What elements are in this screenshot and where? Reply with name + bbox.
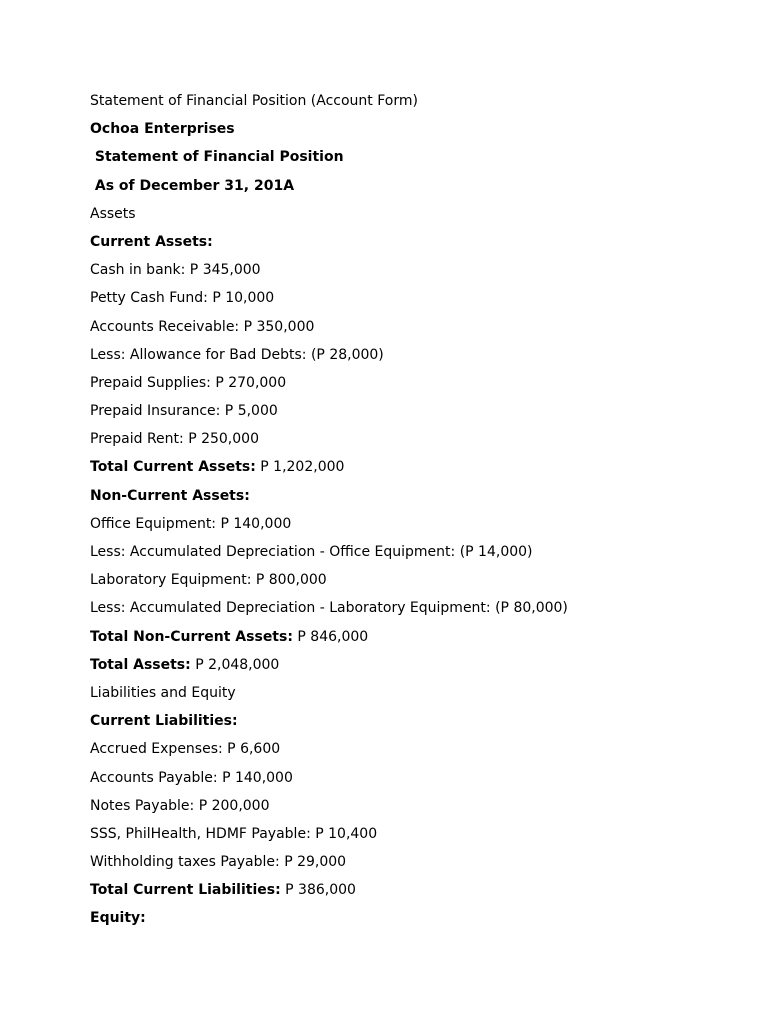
total-label: Total Current Liabilities: [90,882,281,899]
line-item: Notes Payable: P 200,000 [90,797,270,814]
statement-title: Statement of Financial Position [90,149,344,166]
total-current-assets [90,456,730,484]
statement-date: As of December 31, 201A [90,177,295,194]
total-label: Total Assets: [90,656,191,673]
liabilities-equity-header: Liabilities and Equity [90,684,236,701]
total-value: P 2,048,000 [190,656,280,673]
non-current-assets-header: Non-Current Assets: [90,487,250,504]
total-current-liabilities [90,879,730,907]
line-item: Prepaid Supplies: P 270,000 [90,374,287,391]
total-value: P 846,000 [292,628,369,645]
line-item: Prepaid Rent: P 250,000 [90,431,259,448]
current-assets-header: Current Assets: [90,233,213,250]
line-item: Less: Allowance for Bad Debts: (P 28,000) [90,346,384,363]
total-value: P 386,000 [280,882,356,899]
line-item: Petty Cash Fund: P 10,000 [90,290,275,307]
document-body [90,90,730,936]
line-item: Accrued Expenses: P 6,600 [90,741,281,758]
line-item: Office Equipment: P 140,000 [90,515,292,532]
line-item: Withholding taxes Payable: P 29,000 [90,854,347,871]
line-item: Laboratory Equipment: P 800,000 [90,572,327,589]
total-non-current-assets [90,626,730,654]
line-item: Accounts Payable: P 140,000 [90,769,293,786]
line-item: Less: Accumulated Depreciation - Laboratory Equipment: (P 80,000) [90,600,568,617]
company-name: Ochoa Enterprises [90,121,235,138]
total-assets [90,654,730,682]
line-item: Accounts Receivable: P 350,000 [90,318,315,335]
total-value: P 1,202,000 [255,459,345,476]
document-heading: Statement of Financial Position (Account Form) [90,93,418,109]
assets-header: Assets [90,205,136,222]
total-label: Total Non-Current Assets: [90,628,293,645]
equity-header: Equity: [90,910,146,927]
total-label: Total Current Assets: [90,459,256,476]
line-item: SSS, PhilHealth, HDMF Payable: P 10,400 [90,825,378,842]
line-item: Prepaid Insurance: P 5,000 [90,403,278,420]
line-item: Less: Accumulated Depreciation - Office Equipment: (P 14,000) [90,544,533,560]
line-item: Cash in bank: P 345,000 [90,262,261,279]
current-liabilities-header: Current Liabilities: [90,713,238,730]
